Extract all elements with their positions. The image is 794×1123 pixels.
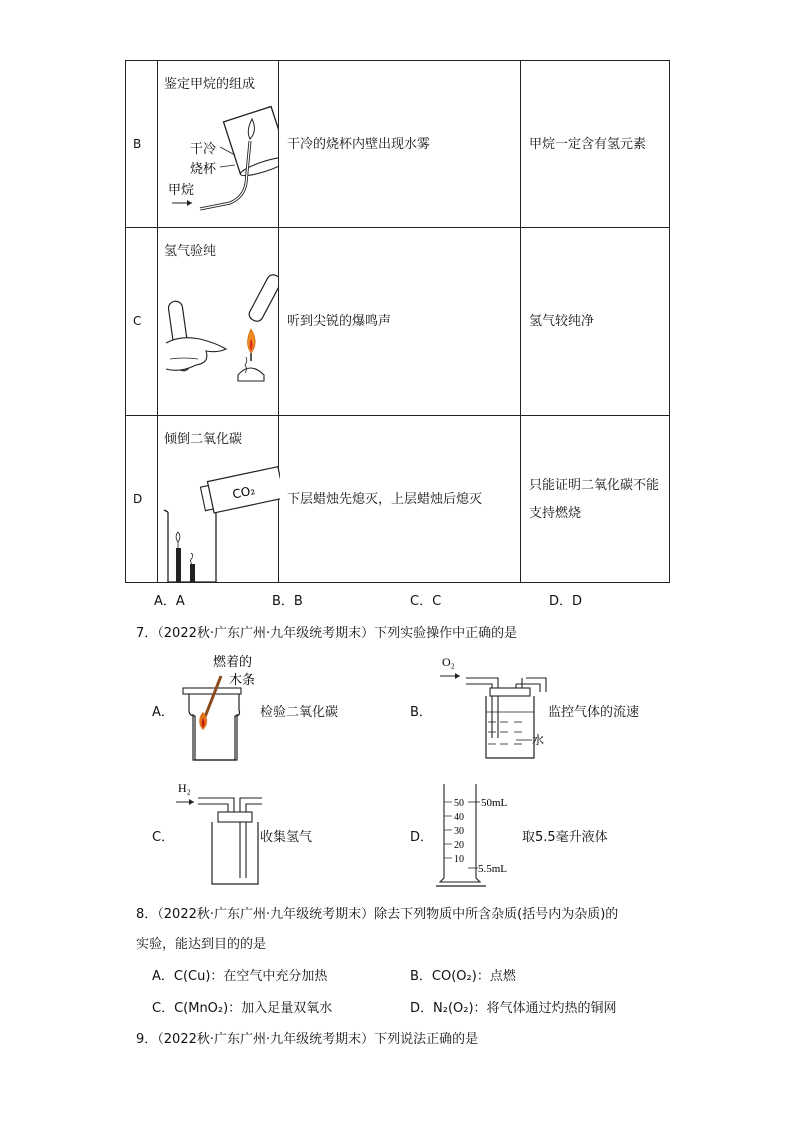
- hydrogen-test-figure: [160, 273, 278, 413]
- conclusion-text: 甲烷一定含有氢元素: [529, 137, 647, 152]
- q6-option-d: D．D: [549, 594, 583, 609]
- q8-option-b: B．CO(O₂)：点燃: [410, 969, 516, 984]
- q7-option-a-letter: A．: [152, 705, 174, 720]
- conclusion-text: 氢气较纯净: [529, 314, 595, 329]
- q7-option-b-letter: B．: [410, 705, 432, 720]
- phenomenon-text: 干冷的烧杯内壁出现水雾: [287, 137, 431, 152]
- conclusion-text: 只能证明二氧化碳不能支持燃烧: [529, 478, 660, 521]
- tick-label: 20: [454, 840, 464, 851]
- q7-stem: 7．（2022秋·广东广州·九年级统考期末）下列实验操作中正确的是: [136, 626, 518, 641]
- q7-option-d-letter: D．: [410, 830, 434, 845]
- q6-option-c: C．C: [410, 594, 442, 609]
- phenomenon-text: 听到尖锐的爆鸣声: [287, 314, 392, 329]
- q7-option-c-text: 收集氢气: [260, 830, 313, 845]
- table-row: [126, 228, 670, 416]
- methane-beaker-figure: [160, 93, 278, 223]
- tick-label: 50: [454, 798, 464, 809]
- q7-option-a-text: 检验二氧化碳: [260, 705, 339, 720]
- water-label: 水: [532, 733, 545, 747]
- q7-option-c-letter: C．: [152, 830, 175, 845]
- q8-option-d: D．N₂(O₂)：将气体通过灼热的铜网: [410, 1001, 617, 1016]
- beaker-label-1: 干冷: [190, 142, 217, 157]
- tick-label: 10: [454, 854, 464, 865]
- beaker-label-2: 烧杯: [190, 162, 217, 177]
- experiment-name: 氢气验纯: [164, 244, 217, 259]
- methane-label: 甲烷: [168, 183, 195, 198]
- q8-stem-line2: 实验，能达到目的的是: [136, 937, 267, 952]
- q7-b-figure: [436, 652, 556, 762]
- row-label: C: [133, 314, 142, 328]
- q7-d-figure: [430, 778, 520, 890]
- q7-option-d-text: 取5.5毫升液体: [522, 830, 608, 845]
- bottom-label: 5.5mL: [478, 863, 508, 875]
- q8-option-c: C．C(MnO₂)：加入足量双氧水: [152, 1001, 333, 1016]
- experiment-name: 倾倒二氧化碳: [164, 432, 243, 447]
- q8-stem-line1: 8．（2022秋·广东广州·九年级统考期末）除去下列物质中所含杂质(括号内为杂质)的: [136, 907, 619, 922]
- table-row: [126, 416, 670, 583]
- q7-option-b-text: 监控气体的流速: [548, 705, 640, 720]
- experiment-name: 鉴定甲烷的组成: [164, 77, 256, 92]
- q7-c-figure: [172, 778, 272, 888]
- burning-stick-label-2: 木条: [229, 673, 256, 688]
- top-label: 50mL: [481, 797, 508, 809]
- co2-label: CO₂: [231, 483, 257, 502]
- q8-option-a: A．C(Cu)：在空气中充分加热: [152, 969, 328, 984]
- pour-co2-figure: [160, 452, 280, 582]
- h2-label: H₂: [178, 781, 191, 795]
- tick-label: 40: [454, 812, 464, 823]
- tick-label: 30: [454, 826, 464, 837]
- q6-option-a: A．A: [154, 594, 185, 609]
- o2-label: O₂: [442, 655, 455, 669]
- table-row: [126, 61, 670, 228]
- burning-stick-label-1: 燃着的: [213, 655, 253, 670]
- q6-option-b: B．B: [272, 594, 303, 609]
- experiment-table: [125, 60, 670, 583]
- row-label: B: [133, 137, 142, 151]
- row-label: D: [133, 492, 143, 506]
- q9-stem: 9．（2022秋·广东广州·九年级统考期末）下列说法正确的是: [136, 1032, 479, 1047]
- phenomenon-text: 下层蜡烛先熄灭，上层蜡烛后熄灭: [287, 492, 483, 507]
